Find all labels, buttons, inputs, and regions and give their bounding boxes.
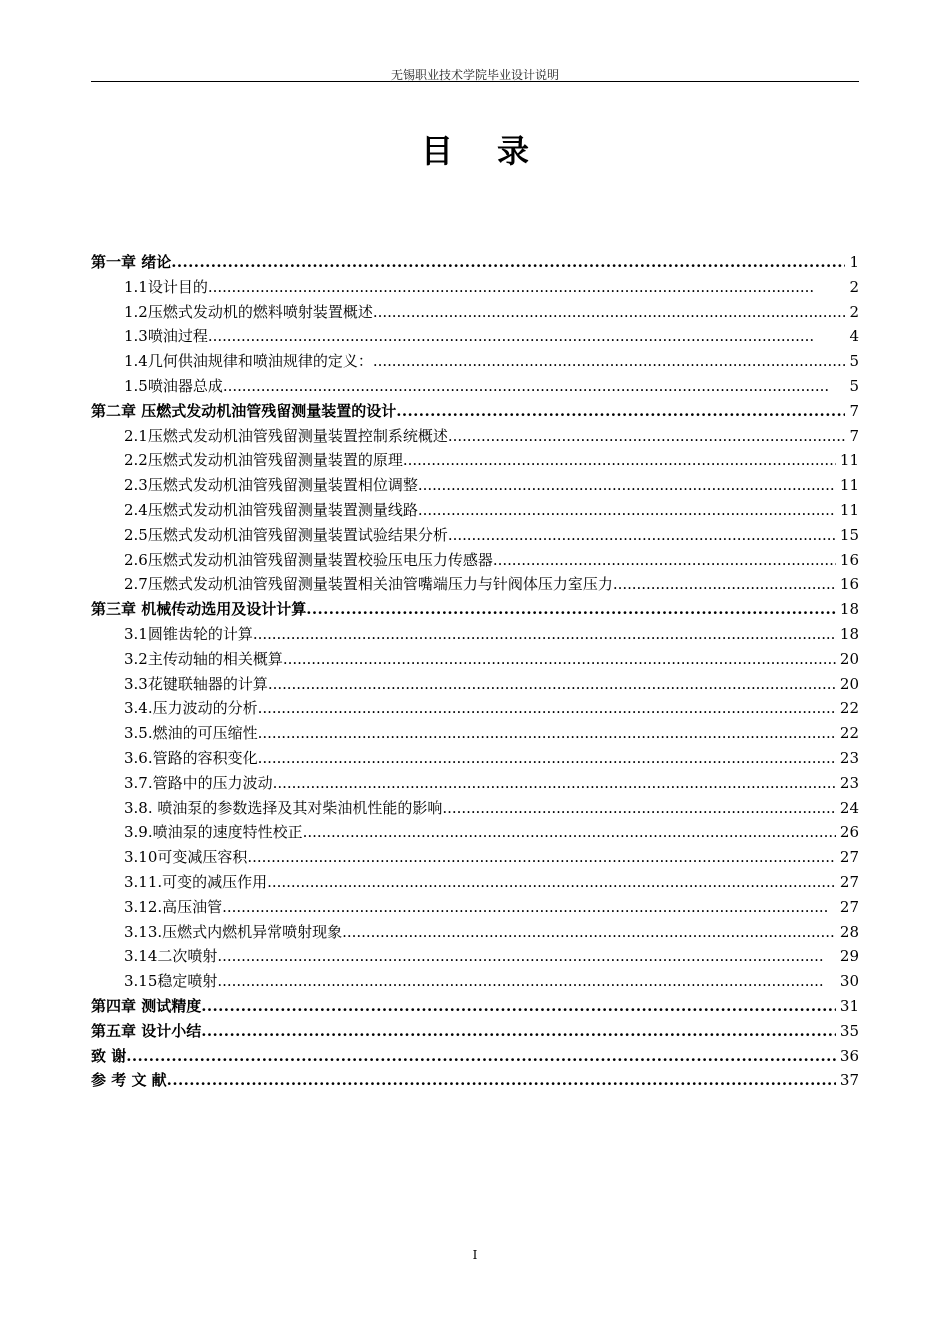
toc-section-entry[interactable] [91,696,859,721]
toc-leader-dots [258,696,836,721]
toc-entry-page-number: 20 [839,674,859,693]
toc-section-entry[interactable] [91,721,859,746]
toc-section-entry[interactable] [91,746,859,771]
toc-leader-dots [217,969,836,994]
toc-section-entry[interactable] [91,796,859,821]
toc-entry-page-number: 4 [849,327,859,346]
toc-leader-dots [171,250,845,275]
toc-entry-label: 3.5.燃油的可压缩性 [124,724,258,743]
toc-entry-label: 3.10可变减压容积 [124,848,248,867]
toc-section-entry[interactable] [91,870,859,895]
toc-entry-label: 3.6.管路的容积变化 [124,748,258,767]
toc-entry-page-number: 23 [839,773,859,792]
toc-entry-label: 1.5喷油器总成 [124,376,223,395]
toc-entry-label: 3.1圆锥齿轮的计算 [124,624,253,643]
toc-chapter-entry[interactable] [91,399,859,424]
page-title: 目录 [420,132,573,170]
toc-leader-dots [342,920,836,945]
toc-entry-label: 2.6压燃式发动机油管残留测量装置校验压电压力传感器 [124,550,493,569]
toc-entry-label: 1.1设计目的 [124,277,208,296]
toc-entry-page-number: 1 [849,253,859,271]
toc-entry-page-number: 30 [839,972,859,991]
toc-entry-label: 2.2压燃式发动机油管残留测量装置的原理 [124,451,403,470]
toc-entry-page-number: 26 [839,823,859,842]
toc-leader-dots [306,597,836,622]
toc-chapter-entry[interactable] [91,1044,859,1069]
toc-section-entry[interactable] [91,324,859,349]
toc-leader-dots [418,473,836,498]
toc-chapter-entry[interactable] [91,597,859,622]
toc-section-entry[interactable] [91,300,859,325]
toc-section-entry[interactable] [91,523,859,548]
toc-entry-label: 2.1压燃式发动机油管残留测量装置控制系统概述 [124,426,448,445]
toc-entry-label: 第一章 绪论 [91,253,172,271]
header-rule [91,81,859,82]
toc-entry-page-number: 36 [839,1046,859,1065]
toc-chapter-entry[interactable] [91,994,859,1019]
toc-entry-page-number: 16 [839,575,859,594]
toc-leader-dots [253,622,836,647]
toc-section-entry[interactable] [91,498,859,523]
toc-entry-label: 第四章 测试精度 [91,996,202,1015]
toc-leader-dots [258,746,836,771]
toc-entry-label: 第五章 设计小结 [91,1021,202,1040]
toc-entry-page-number: 27 [839,848,859,867]
toc-entry-page-number: 16 [839,550,859,569]
toc-entry-page-number: 35 [839,1021,859,1040]
toc-leader-dots [418,498,836,523]
toc-entry-label: 1.4几何供油规律和喷油规律的定义： [124,352,373,371]
toc-leader-dots [403,448,836,473]
toc-entry-page-number: 2 [849,277,859,296]
toc-leader-dots [208,275,846,300]
toc-entry-page-number: 27 [839,872,859,891]
toc-section-entry[interactable] [91,275,859,300]
toc-entry-page-number: 27 [839,897,859,916]
table-of-contents [91,250,859,1093]
toc-entry-label: 3.4.压力波动的分析 [124,699,258,718]
toc-leader-dots [373,349,846,374]
toc-entry-label: 3.13.压燃式内燃机异常喷射现象 [124,922,343,941]
toc-section-entry[interactable] [91,771,859,796]
toc-entry-page-number: 15 [839,525,859,544]
toc-entry-label: 3.3花键联轴器的计算 [124,674,268,693]
toc-entry-label: 3.15稳定喷射 [124,972,218,991]
toc-section-entry[interactable] [91,672,859,697]
toc-leader-dots [273,771,836,796]
toc-section-entry[interactable] [91,895,859,920]
footer-page-number: I [472,1248,478,1262]
toc-entry-page-number: 7 [849,401,859,420]
toc-entry-page-number: 18 [839,600,859,619]
toc-entry-label: 3.7.管路中的压力波动 [124,773,273,792]
toc-section-entry[interactable] [91,944,859,969]
toc-entry-label: 3.2主传动轴的相关概算 [124,649,283,668]
toc-section-entry[interactable] [91,473,859,498]
toc-entry-label: 3.9.喷油泵的速度特性校正 [124,823,303,842]
toc-leader-dots [268,672,836,697]
toc-leader-dots [396,399,845,424]
toc-section-entry[interactable] [91,820,859,845]
toc-entry-page-number: 5 [849,376,859,395]
toc-leader-dots [247,845,836,870]
toc-leader-dots [201,1019,836,1044]
toc-entry-label: 3.11.可变的减压作用 [124,872,268,891]
toc-entry-page-number: 28 [839,922,859,941]
toc-leader-dots [208,324,846,349]
toc-leader-dots [283,647,836,672]
toc-leader-dots [258,721,836,746]
toc-section-entry[interactable] [91,374,859,399]
toc-entry-page-number: 24 [839,798,859,817]
toc-entry-page-number: 23 [839,748,859,767]
toc-entry-label: 第三章 机械传动选用及设计计算 [91,600,307,619]
toc-leader-dots [217,944,836,969]
toc-entry-label: 1.2压燃式发动机的燃料喷射装置概述 [124,302,373,321]
toc-section-entry[interactable] [91,448,859,473]
toc-section-entry[interactable] [91,424,859,449]
toc-chapter-entry[interactable] [91,1068,859,1093]
toc-entry-page-number: 18 [839,624,859,643]
toc-leader-dots [448,424,846,449]
toc-leader-dots [267,870,836,895]
toc-entry-page-number: 31 [839,996,859,1015]
toc-entry-label: 2.3压燃式发动机油管残留测量装置相位调整 [124,476,418,495]
toc-section-entry[interactable] [91,548,859,573]
toc-entry-page-number: 11 [839,500,859,519]
toc-leader-dots [373,300,846,325]
toc-entry-label: 致 谢 [91,1046,127,1065]
toc-leader-dots [222,895,836,920]
toc-entry-page-number: 7 [849,426,859,445]
toc-section-entry[interactable] [91,647,859,672]
toc-entry-page-number: 29 [839,947,859,966]
toc-entry-label: 2.7压燃式发动机油管残留测量装置相关油管嘴端压力与针阀体压力室压力 [124,575,613,594]
toc-leader-dots [303,820,836,845]
toc-leader-dots [493,548,836,573]
toc-leader-dots [613,572,836,597]
toc-section-entry[interactable] [91,920,859,945]
toc-entry-label: 3.14二次喷射 [124,947,218,966]
toc-section-entry[interactable] [91,622,859,647]
page-header: 无锡职业技术学院毕业设计说明 [390,68,559,82]
toc-entry-page-number: 37 [839,1071,859,1090]
toc-chapter-entry[interactable] [91,250,859,275]
toc-entry-label: 2.5压燃式发动机油管残留测量装置试验结果分析 [124,525,448,544]
toc-entry-label: 参 考 文 献 [91,1071,167,1090]
toc-entry-page-number: 22 [839,699,859,718]
toc-entry-page-number: 5 [849,352,859,371]
toc-entry-label: 2.4压燃式发动机油管残留测量装置测量线路 [124,500,418,519]
toc-leader-dots [448,523,836,548]
toc-section-entry[interactable] [91,349,859,374]
toc-entry-page-number: 2 [849,302,859,321]
toc-entry-label: 3.12.高压油管 [124,897,223,916]
toc-leader-dots [201,994,836,1019]
toc-entry-page-number: 22 [839,724,859,743]
toc-entry-page-number: 11 [839,451,859,470]
toc-entry-label: 3.8. 喷油泵的参数选择及其对柴油机性能的影响 [124,798,443,817]
toc-entry-label: 1.3喷油过程 [124,327,208,346]
toc-section-entry[interactable] [91,969,859,994]
toc-section-entry[interactable] [91,845,859,870]
toc-leader-dots [167,1068,836,1093]
toc-entry-page-number: 11 [839,476,859,495]
toc-chapter-entry[interactable] [91,1019,859,1044]
toc-entry-label: 第二章 压燃式发动机油管残留测量装置的设计 [91,401,397,420]
toc-leader-dots [442,796,836,821]
toc-leader-dots [126,1044,836,1069]
toc-entry-page-number: 20 [839,649,859,668]
toc-section-entry[interactable] [91,572,859,597]
toc-leader-dots [223,374,846,399]
